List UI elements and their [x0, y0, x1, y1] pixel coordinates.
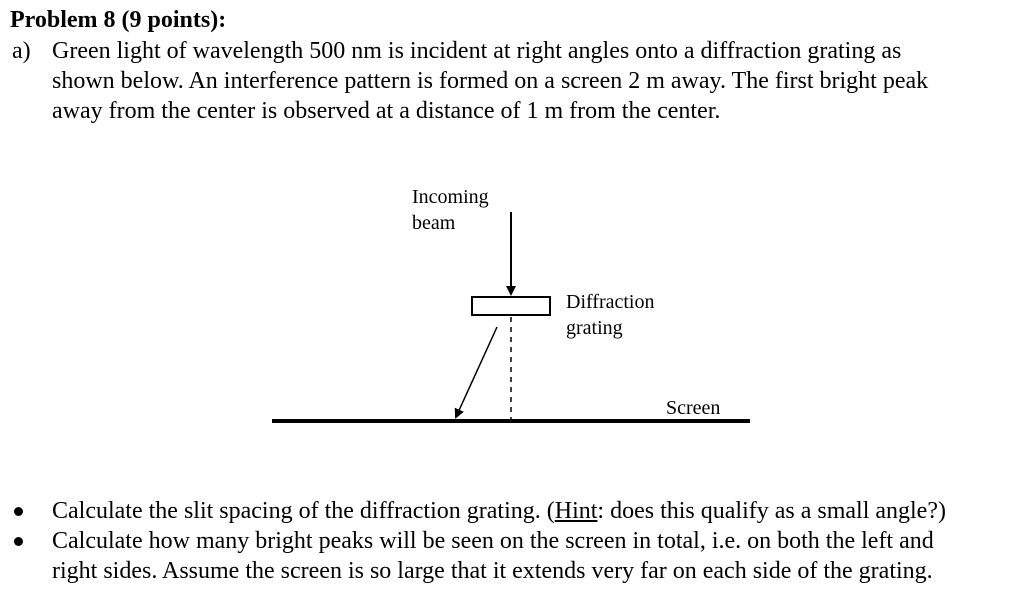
diffraction-grating	[472, 297, 550, 315]
part-a-line-3: away from the center is observed at a distance of 1 m from the center.	[52, 98, 721, 124]
question-2	[0, 526, 1024, 586]
part-a-line-1: Green light of wavelength 500 nm is incident at right angles onto a diffraction grating as	[52, 38, 902, 64]
question-list	[0, 496, 1024, 586]
incoming-beam-label-line-2: beam	[412, 212, 456, 234]
question-1-text-before: Calculate the slit spacing of the diffraction grating. (	[52, 498, 555, 524]
bullet-dot-icon	[14, 507, 23, 516]
diffraction-grating-label-line-1: Diffraction	[566, 291, 655, 313]
part-a-line-2: shown below. An interference pattern is formed on a screen 2 m away. The first bright peak	[52, 68, 929, 94]
diffracted-ray-arrow	[456, 327, 497, 417]
question-2-line-1: Calculate how many bright peaks will be seen on the screen in total, i.e. on both the left and	[52, 528, 934, 554]
part-a-label: a)	[12, 38, 31, 64]
question-1-text-after: : does this qualify as a small angle?)	[597, 498, 946, 524]
question-1-text	[52, 496, 1024, 526]
question-2-line-2: right sides. Assume the screen is so large that it extends very far on each side of the grating.	[52, 558, 933, 584]
incoming-beam-label-line-1: Incoming	[412, 186, 489, 208]
diffraction-grating-label-line-2: grating	[566, 317, 623, 339]
screen-label: Screen	[666, 397, 721, 419]
hint-word: Hint	[554, 498, 598, 524]
question-1	[0, 496, 1024, 526]
problem-title: Problem 8 (9 points):	[10, 7, 227, 33]
bullet-dot-icon	[14, 537, 23, 546]
